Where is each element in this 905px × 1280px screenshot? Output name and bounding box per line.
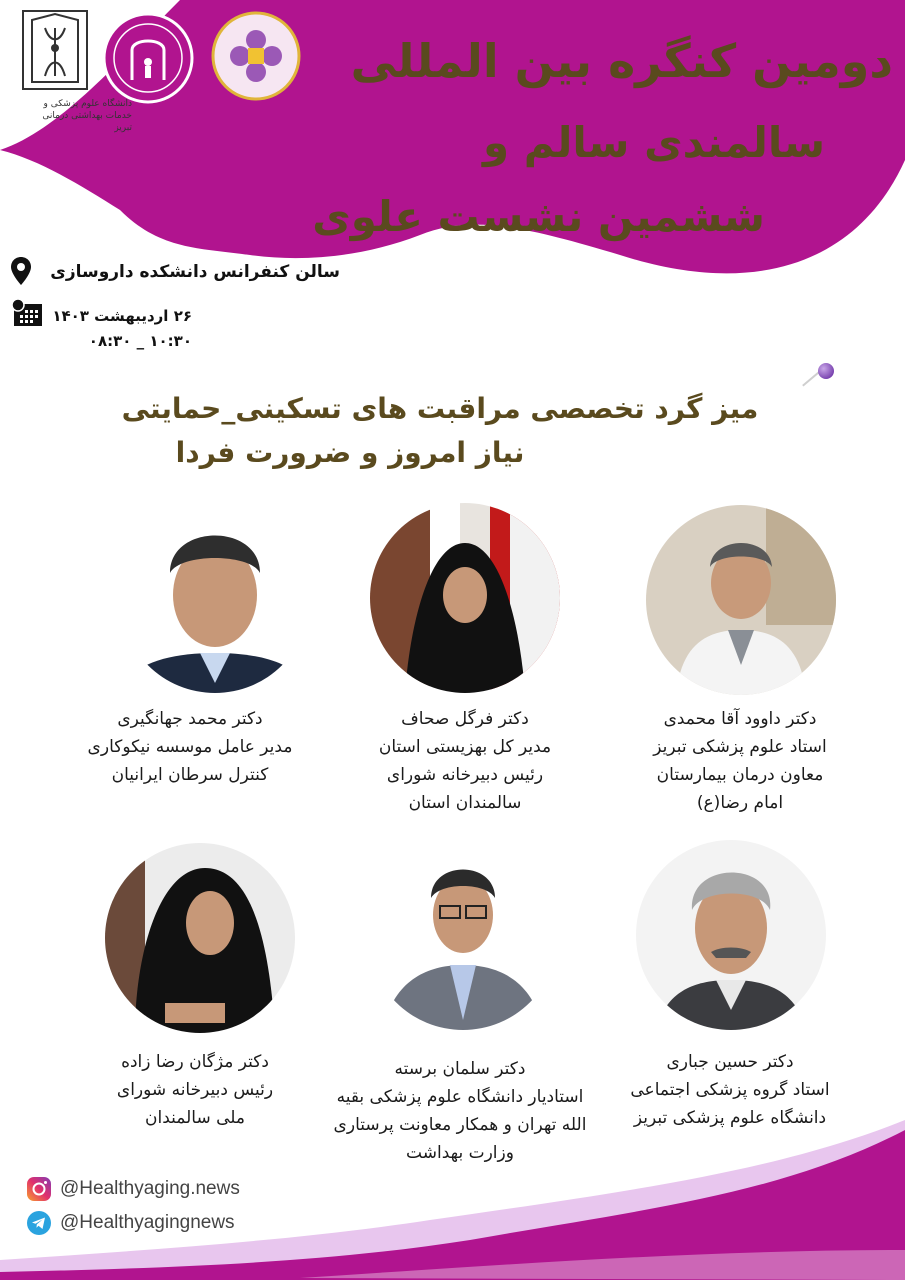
session-title-line1: میز گرد تخصصی مراقبت های تسکینی_حمایتی <box>121 392 759 425</box>
congress-title-line1: دومین کنگره بین المللی <box>350 34 893 88</box>
speaker-4-line-3: دانشگاه علوم پزشکی تبریز <box>633 1108 827 1128</box>
speaker-5-line-1: دکتر سلمان برسته <box>394 1059 526 1079</box>
speaker-caption-1 <box>610 705 870 817</box>
speaker-6-line-3: ملی سالمندان <box>145 1108 245 1128</box>
instagram-handle[interactable] <box>26 1176 240 1202</box>
speaker-photo-4 <box>636 840 826 1030</box>
telegram-handle[interactable] <box>26 1210 235 1236</box>
instagram-handle-text: @Healthyaging.news <box>60 1178 240 1199</box>
speaker-photo-5 <box>368 840 558 1030</box>
research-center-logo <box>100 10 196 106</box>
speaker-2-line-4: سالمندان استان <box>408 793 522 813</box>
event-location: سالن کنفرانس دانشکده داروسازی <box>50 262 340 282</box>
speaker-photo-3 <box>120 503 310 693</box>
speaker-caption-3 <box>60 705 320 789</box>
speaker-3-line-1: دکتر محمد جهانگیری <box>117 709 263 729</box>
speaker-1-line-2: استاد علوم پزشکی تبریز <box>653 737 827 757</box>
speaker-1-line-3: معاون درمان بیمارستان <box>656 765 824 785</box>
event-time: ۱۰:۳۰ _ ۰۸:۳۰ <box>88 332 192 350</box>
telegram-handle-text: @Healthyagingnews <box>60 1212 235 1233</box>
speaker-3-line-3: کنترل سرطان ایرانیان <box>111 765 269 785</box>
speaker-5-line-4: وزارت بهداشت <box>406 1143 514 1163</box>
speaker-1-line-4: امام رضا(ع) <box>696 793 784 813</box>
speaker-2-line-2: مدیر کل بهزیستی استان <box>378 737 552 757</box>
event-date: ۲۶ اردیبهشت ۱۴۰۳ <box>52 307 192 325</box>
speaker-caption-2 <box>335 705 595 817</box>
speaker-2-line-3: رئیس دبیرخانه شورای <box>386 765 544 785</box>
speaker-1-line-1: دکتر داوود آقا محمدی <box>663 709 817 729</box>
location-pin-icon <box>10 256 32 286</box>
session-title-line2: نیاز امروز و ضرورت فردا <box>175 436 525 469</box>
speaker-photo-1 <box>646 505 836 695</box>
speaker-photo-6 <box>105 843 295 1033</box>
instagram-icon <box>26 1176 52 1202</box>
speaker-5-line-2: استادیار دانشگاه علوم پزشکی بقیه <box>336 1087 584 1107</box>
speaker-5-line-3: الله تهران و همکار معاونت پرستاری <box>333 1115 587 1135</box>
logo-caption: دانشگاه علوم پزشکی و خدمات بهداشتی درمانی تبریز <box>42 99 132 133</box>
speaker-3-line-2: مدیر عامل موسسه نیکوکاری <box>87 737 293 757</box>
calendar-icon <box>10 298 44 328</box>
telegram-icon <box>26 1210 52 1236</box>
decor-pin-icon <box>818 363 834 379</box>
speaker-4-line-2: استاد گروه پزشکی اجتماعی <box>630 1080 830 1100</box>
congress-title-line3: ششمین نشست علوی <box>312 192 765 241</box>
university-logo <box>20 8 90 94</box>
speaker-4-line-1: دکتر حسین جباری <box>666 1052 794 1072</box>
speaker-photo-2 <box>370 503 560 693</box>
congress-title-line2: سالمندی سالم و <box>482 118 825 167</box>
speaker-6-line-1: دکتر مژگان رضا زاده <box>121 1052 269 1072</box>
speaker-2-line-1: دکتر فرگل صحاف <box>401 709 529 729</box>
speaker-6-line-2: رئیس دبیرخانه شورای <box>116 1080 274 1100</box>
